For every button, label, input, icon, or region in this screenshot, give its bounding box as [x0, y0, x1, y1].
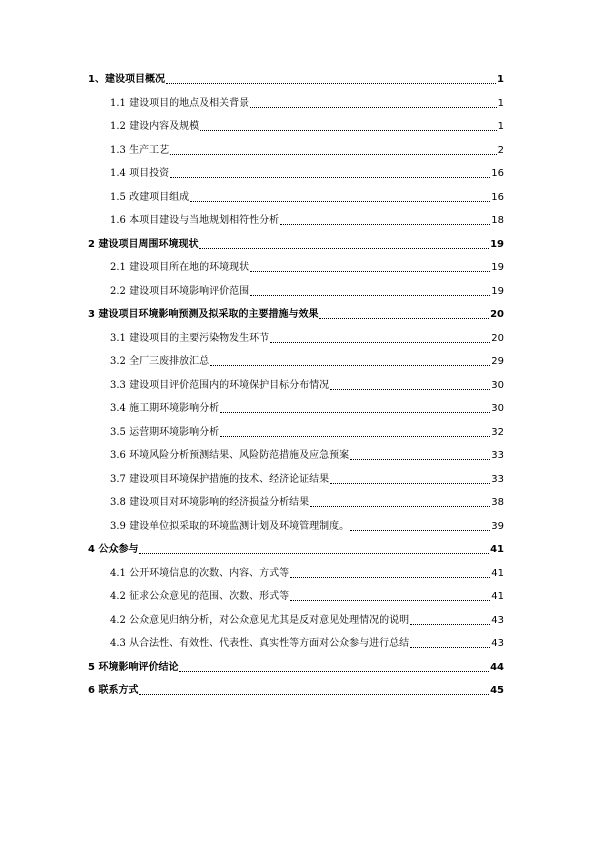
toc-leader-dots	[290, 600, 490, 601]
toc-leader-dots	[350, 459, 490, 460]
toc-leader-dots	[330, 389, 490, 390]
toc-leader-dots	[310, 506, 490, 507]
toc-leader-dots	[220, 436, 490, 437]
toc-page-number: 16	[491, 191, 504, 203]
toc-entry-title: 3.7 建设项目环境保护措施的技术、经济论证结果	[110, 473, 330, 485]
toc-section-entry[interactable]	[110, 637, 504, 651]
toc-section-entry[interactable]	[110, 567, 504, 581]
toc-leader-dots	[170, 154, 497, 155]
toc-page-number: 29	[491, 356, 504, 367]
toc-leader-dots	[190, 201, 490, 202]
toc-entry-title: 1.3 生产工艺	[110, 144, 170, 156]
toc-section-entry[interactable]	[110, 120, 504, 134]
toc-entry-title: 3.5 运营期环境影响分析	[110, 426, 220, 438]
toc-section-entry[interactable]	[110, 261, 504, 275]
toc-section-entry[interactable]	[110, 379, 504, 393]
toc-page-number: 33	[491, 473, 504, 485]
toc-leader-dots	[350, 530, 490, 531]
toc-chapter-entry[interactable]	[88, 238, 504, 252]
toc-page-number: 30	[491, 379, 504, 391]
toc-page-number: 41	[491, 567, 504, 579]
toc-entry-title: 6 联系方式	[88, 685, 139, 696]
toc-chapter-entry[interactable]	[88, 308, 504, 322]
toc-page-number: 32	[491, 426, 504, 438]
toc-leader-dots	[410, 647, 490, 648]
toc-page-number: 38	[491, 497, 504, 508]
toc-page-number: 18	[491, 215, 504, 226]
toc-entry-title: 1.5 改建项目组成	[110, 191, 190, 203]
toc-entry-title: 2 建设项目周围环境现状	[88, 238, 199, 250]
toc-section-entry[interactable]	[110, 614, 504, 628]
toc-page-number: 2	[497, 144, 504, 156]
toc-entry-title: 4.2 征求公众意见的范围、次数、形式等	[110, 591, 290, 602]
toc-entry-title: 4 公众参与	[88, 544, 139, 555]
toc-page-number: 30	[491, 403, 504, 414]
toc-page-number: 41	[490, 544, 504, 555]
toc-chapter-entry[interactable]	[88, 684, 504, 698]
toc-section-entry[interactable]	[110, 144, 504, 158]
toc-section-entry[interactable]	[110, 520, 504, 534]
toc-entry-title: 4.3 从合法性、有效性、代表性、真实性等方面对公众参与进行总结	[110, 638, 410, 649]
toc-entry-title: 4.1 公开环境信息的次数、内容、方式等	[110, 567, 290, 579]
toc-section-entry[interactable]	[110, 97, 504, 111]
toc-leader-dots	[330, 483, 490, 484]
toc-page-number: 43	[491, 638, 504, 649]
toc-page-number: 1	[497, 121, 504, 132]
toc-leader-dots	[250, 271, 490, 272]
toc-entry-title: 5 环境影响评价结论	[88, 661, 179, 673]
toc-chapter-entry[interactable]	[88, 661, 504, 675]
toc-page-number: 41	[491, 591, 504, 602]
toc-leader-dots	[270, 342, 490, 343]
toc-section-entry[interactable]	[110, 590, 504, 604]
toc-leader-dots	[179, 671, 489, 672]
toc-page-number: 44	[490, 661, 504, 673]
toc-leader-dots	[166, 83, 496, 84]
toc-page-number: 19	[491, 262, 504, 273]
toc-entry-title: 3.2 全厂三废排放汇总	[110, 356, 210, 367]
toc-chapter-entry[interactable]	[88, 543, 504, 557]
toc-page-number: 45	[490, 685, 504, 696]
toc-entry-title: 3.4 施工期环境影响分析	[110, 403, 220, 414]
toc-page-number: 1	[497, 74, 504, 85]
toc-section-entry[interactable]	[110, 473, 504, 487]
toc-section-entry[interactable]	[110, 191, 504, 205]
toc-leader-dots	[250, 295, 490, 296]
toc-entry-title: 3.3 建设项目评价范围内的环境保护目标分布情况	[110, 379, 330, 391]
toc-section-entry[interactable]	[110, 496, 504, 510]
toc-entry-title: 1.2 建设内容及规模	[110, 121, 200, 132]
toc-entry-title: 3.1 建设项目的主要污染物发生环节	[110, 332, 270, 344]
toc-entry-title: 2.1 建设项目所在地的环境现状	[110, 262, 250, 273]
toc-leader-dots	[139, 553, 489, 554]
toc-entry-title: 1、建设项目概况	[88, 74, 165, 85]
toc-section-entry[interactable]	[110, 355, 504, 369]
toc-page-number: 33	[491, 450, 504, 461]
toc-page-number: 39	[491, 520, 504, 532]
toc-page-number: 20	[490, 309, 504, 320]
toc-leader-dots	[139, 694, 489, 695]
toc-section-entry[interactable]	[110, 426, 504, 440]
toc-chapter-entry[interactable]	[88, 73, 504, 87]
toc-entry-title: 3.8 建设项目对环境影响的经济损益分析结果	[110, 497, 310, 508]
toc-page-number: 20	[491, 332, 504, 344]
toc-section-entry[interactable]	[110, 332, 504, 346]
toc-entry-title: 1.4 项目投资	[110, 168, 170, 179]
toc-leader-dots	[170, 177, 490, 178]
toc-page-number: 19	[491, 285, 504, 297]
toc-entry-title: 1.6 本项目建设与当地规划相符性分析	[110, 215, 280, 226]
toc-leader-dots	[220, 412, 490, 413]
toc-page-number: 43	[491, 614, 504, 626]
toc-entry-title: 3.6 环境风险分析预测结果、风险防范措施及应急预案	[110, 450, 350, 461]
toc-page-number: 16	[491, 168, 504, 179]
toc-section-entry[interactable]	[110, 214, 504, 228]
toc-section-entry[interactable]	[110, 167, 504, 181]
toc-leader-dots	[200, 130, 497, 131]
toc-leader-dots	[290, 577, 490, 578]
toc-section-entry[interactable]	[110, 449, 504, 463]
toc-section-entry[interactable]	[110, 285, 504, 299]
toc-entry-title: 3.9 建设单位拟采取的环境监测计划及环境管理制度。	[110, 520, 350, 532]
toc-leader-dots	[250, 107, 497, 108]
toc-page-number: 1	[497, 97, 504, 109]
toc-entry-title: 2.2 建设项目环境影响评价范围	[110, 285, 250, 297]
toc-leader-dots	[199, 248, 489, 249]
toc-section-entry[interactable]	[110, 402, 504, 416]
toc-leader-dots	[280, 224, 490, 225]
toc-leader-dots	[210, 365, 490, 366]
toc-page-number: 19	[490, 238, 504, 250]
toc-entry-title: 3 建设项目环境影响预测及拟采取的主要措施与效果	[88, 309, 319, 320]
toc-entry-title: 4.2 公众意见归纳分析，对公众意见尤其是反对意见处理情况的说明	[110, 614, 410, 626]
toc-leader-dots	[319, 318, 489, 319]
toc-leader-dots	[410, 624, 490, 625]
toc-entry-title: 1.1 建设项目的地点及相关背景	[110, 97, 250, 109]
